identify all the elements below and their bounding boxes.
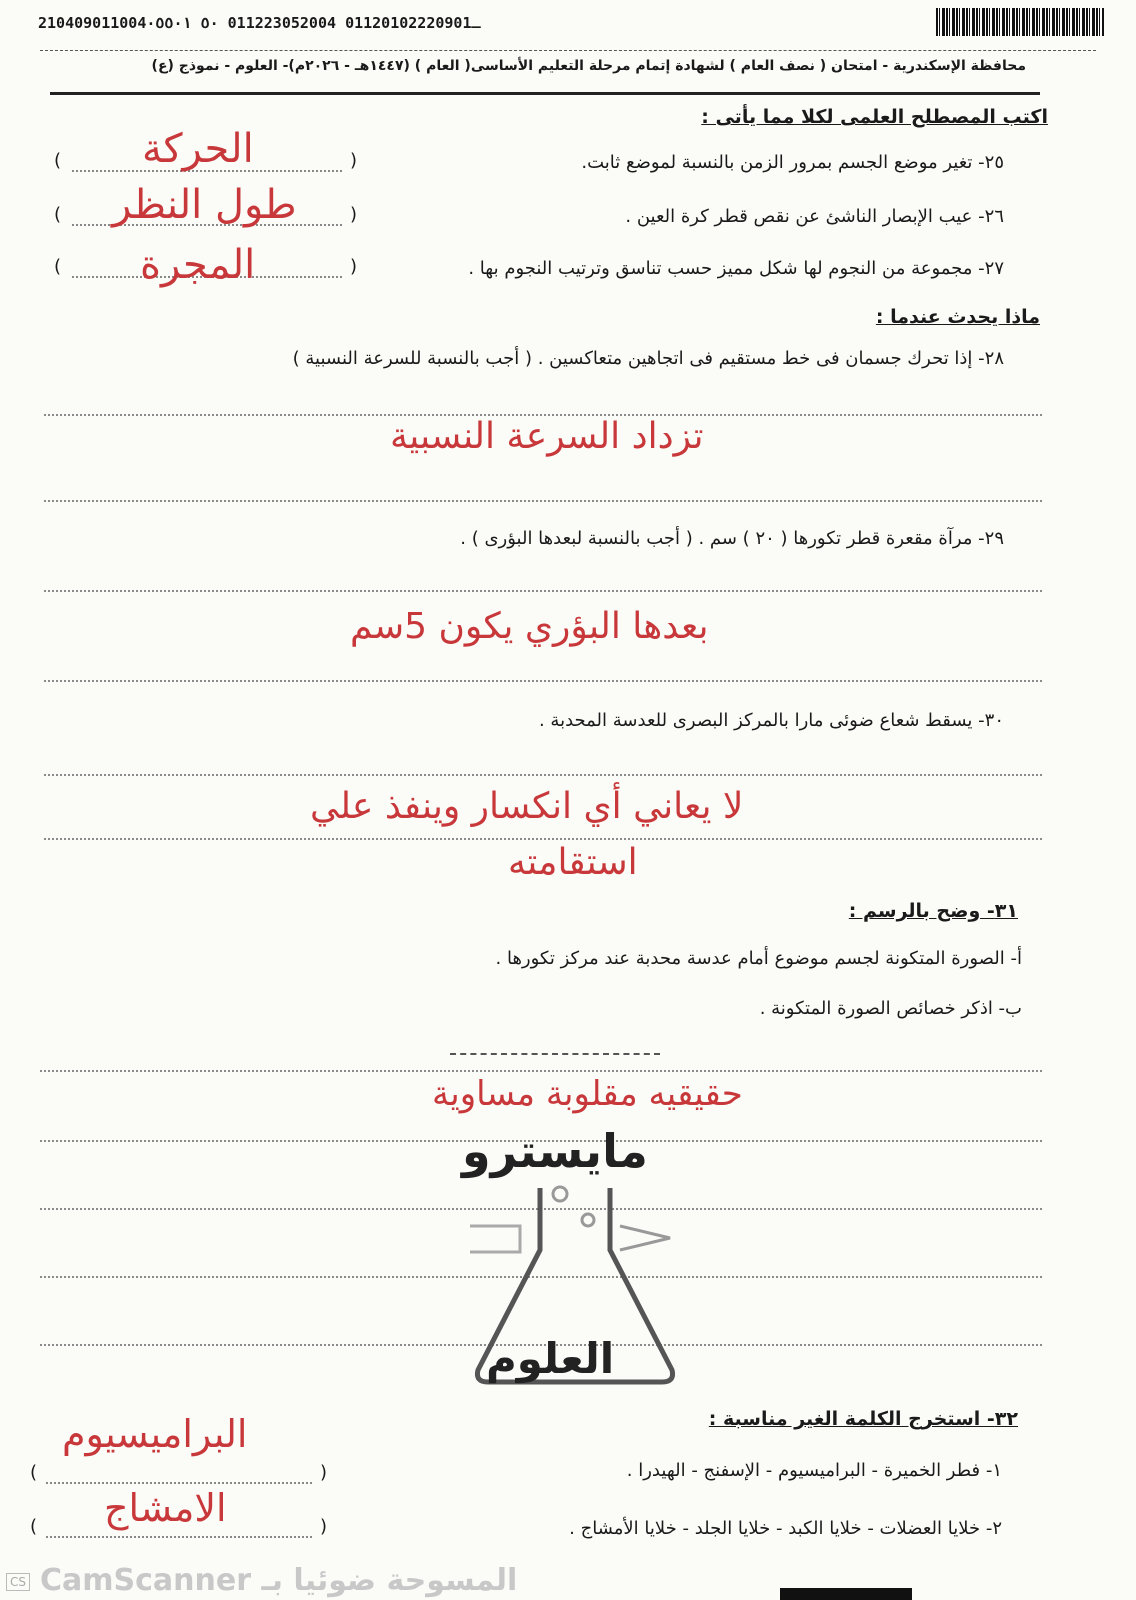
q26-answer: طول النظر xyxy=(112,182,297,228)
q25-paren-open: ) xyxy=(350,150,358,171)
camscanner-logo-icon: CS xyxy=(6,1573,30,1591)
q32-1-answer: البراميسيوم xyxy=(62,1412,248,1456)
q27-answer: المجرة xyxy=(140,242,256,288)
q28-line-2 xyxy=(44,500,1042,502)
q29-line-2 xyxy=(44,680,1042,682)
q32-1-paren-close: ( xyxy=(30,1462,38,1483)
q32-2-text: ٢- خلايا العضلات - خلايا الكبد - خلايا الجلد - خلايا الأمشاج . xyxy=(569,1518,1002,1539)
q31-title: ٣١- وضح بالرسم : xyxy=(848,900,1018,922)
q29-text: ٢٩- مرآة مقعرة قطر تكورها ( ٢٠ ) سم . ( أجب بالنسبة لبعدها البؤرى ) . xyxy=(460,528,1004,549)
q31a-text: أ- الصورة المتكونة لجسم موضوع أمام عدسة محدبة عند مركز تكورها . xyxy=(495,948,1022,969)
q27-paren-close: ( xyxy=(54,256,62,277)
q32-2-paren-open: ) xyxy=(320,1516,328,1537)
q31-line-1 xyxy=(40,1070,1042,1072)
q32-2-answer: الامشاج xyxy=(104,1486,227,1530)
q30-answer-line2: استقامته xyxy=(508,842,638,883)
q31-short-dashes xyxy=(450,1053,660,1055)
q32-1-paren-open: ) xyxy=(320,1462,328,1483)
barcode xyxy=(936,8,1104,36)
q28-answer: تزداد السرعة النسبية xyxy=(390,416,704,457)
q25-paren-close: ( xyxy=(54,150,62,171)
section2-title: ماذا يحدث عندما : xyxy=(875,306,1040,328)
q30-text: ٣٠- يسقط شعاع ضوئى مارا بالمركز البصرى للعدسة المحدبة . xyxy=(538,710,1004,731)
section1-title: اكتب المصطلح العلمى لكلا مما يأتى : xyxy=(701,106,1048,128)
watermark-subject: العلوم xyxy=(486,1334,615,1383)
q28-text: ٢٨- إذا تحرك جسمان فى خط مستقيم فى اتجاهين متعاكسين . ( أجب بالنسبة للسرعة النسبية ) xyxy=(292,348,1004,369)
q29-answer: بعدها البؤري يكون 5سم xyxy=(350,606,709,647)
scanner-watermark: CamScanner المسوحة ضوئيا بـ xyxy=(40,1563,518,1598)
q27-paren-open: ) xyxy=(350,256,358,277)
q25-text: ٢٥- تغير موضع الجسم بمرور الزمن بالنسبة لموضع ثابت. xyxy=(581,152,1004,173)
q32-1-text: ١- فطر الخميرة - البراميسيوم - الإسفنج - الهيدرا . xyxy=(626,1460,1002,1481)
header-rule xyxy=(50,92,1040,95)
exam-codes: 210409011004ـ01120102220901 011223052004 ٥٠ ٠٥٥٠١ xyxy=(38,14,481,32)
header-divider xyxy=(40,50,1096,51)
q26-text: ٢٦- عيب الإبصار الناشئ عن نقص قطر كرة العين . xyxy=(625,206,1004,227)
q30-line-2 xyxy=(44,838,1042,840)
q32-2-paren-close: ( xyxy=(30,1516,38,1537)
q25-answer: الحركة xyxy=(142,126,254,172)
q32-1-answer-line xyxy=(46,1482,312,1484)
q31-answer: حقيقيه مقلوبة مساوية xyxy=(432,1074,743,1114)
q32-2-answer-line xyxy=(46,1536,312,1538)
q32-title: ٣٢- استخرج الكلمة الغير مناسبة : xyxy=(708,1408,1018,1430)
footer-bar xyxy=(780,1588,912,1600)
q31b-text: ب- اذكر خصائص الصورة المتكونة . xyxy=(759,998,1022,1019)
q26-paren-close: ( xyxy=(54,204,62,225)
q30-answer-line1: لا يعاني أي انكسار وينفذ علي xyxy=(310,786,744,827)
q26-paren-open: ) xyxy=(350,204,358,225)
q29-line-1 xyxy=(44,590,1042,592)
q30-line-1 xyxy=(44,774,1042,776)
q27-text: ٢٧- مجموعة من النجوم لها شكل مميز حسب تناسق وترتيب النجوم بها . xyxy=(468,258,1004,279)
exam-title: محافظة الإسكندرية - امتحان ( نصف العام ) لشهادة إتمام مرحلة التعليم الأساسى( العام ) (١٤٤٧هـ - ٢٠٢٦م)- العلوم - نموذج (ع) xyxy=(151,58,1026,74)
watermark-brand: مايسترو xyxy=(462,1124,648,1178)
